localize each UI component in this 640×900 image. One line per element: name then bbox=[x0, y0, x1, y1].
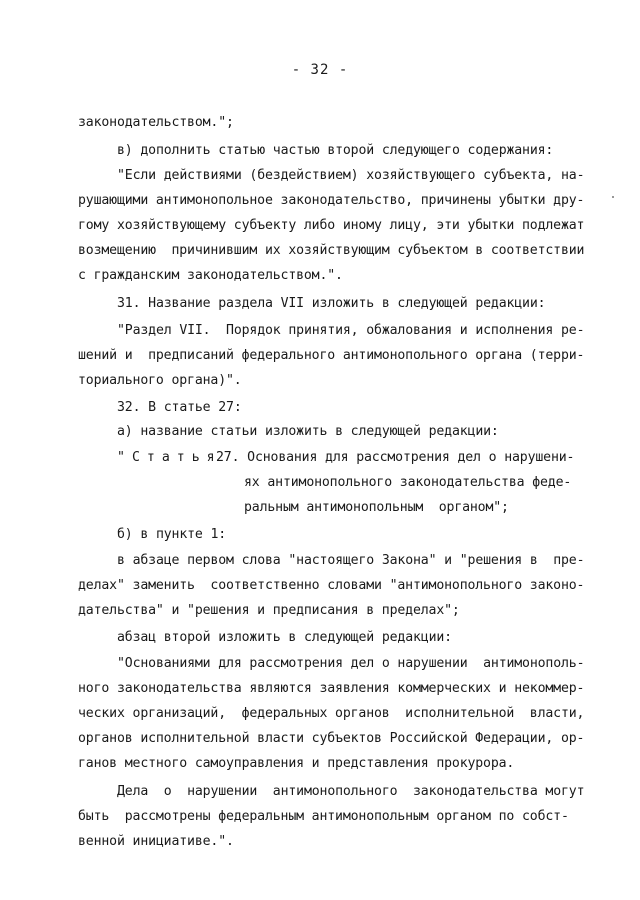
text-line: ческих организаций, федеральных органов исполнительной власти, bbox=[78, 706, 585, 721]
text-line: "Раздел VII. Порядок принятия, обжалования и исполнения ре- bbox=[117, 323, 585, 338]
text-line: ральным антимонопольным органом"; bbox=[244, 500, 509, 515]
text-line: а) название статьи изложить в следующей редакции: bbox=[117, 424, 499, 439]
text-line: "Если действиями (бездействием) хозяйствующего субъекта, на- bbox=[117, 168, 585, 183]
text-line: ганов местного самоуправления и представления прокурора. bbox=[78, 756, 515, 771]
text-line: дательства" и "решения и предписания в пределах"; bbox=[78, 603, 460, 618]
text-line: гому хозяйствующему субъекту либо иному лицу, эти убытки подлежат bbox=[78, 218, 585, 233]
page-number: - 32 - bbox=[291, 62, 349, 78]
text-line: ях антимонопольного законодательства феде- bbox=[244, 475, 572, 490]
text-line: "Основаниями для рассмотрения дел о нарушении антимонополь- bbox=[117, 656, 585, 671]
text-line: Дела о нарушении антимонопольного законодательства могут bbox=[117, 784, 585, 799]
text-line: абзац второй изложить в следующей редакции: bbox=[117, 630, 452, 645]
text-line: 31. Название раздела VII изложить в следующей редакции: bbox=[117, 296, 546, 311]
text-line: шений и предписаний федерального антимонопольного органа (терри- bbox=[78, 348, 585, 363]
article-prefix: "Статья bbox=[117, 450, 222, 465]
text-line: в) дополнить статью частью второй следующего содержания: bbox=[117, 143, 554, 158]
scan-speck bbox=[612, 196, 614, 198]
text-line: в абзаце первом слова "настоящего Закона" и "решения в пре- bbox=[117, 553, 585, 568]
text-line: законодательством."; bbox=[78, 115, 234, 130]
text-line: с гражданским законодательством.". bbox=[78, 268, 343, 283]
text-line: органов исполнительной власти субъектов Российской Федерации, ор- bbox=[78, 731, 585, 746]
text-line: 27. Основания для рассмотрения дел о нарушени- bbox=[216, 450, 575, 465]
text-line: рушающими антимонопольное законодательство, причинены убытки дру- bbox=[78, 193, 585, 208]
text-line: венной инициативе.". bbox=[78, 834, 234, 849]
text-line: 32. В статье 27: bbox=[117, 400, 242, 415]
text-line: быть рассмотрены федеральным антимонопольным органом по собст- bbox=[78, 809, 569, 824]
text-line: возмещению причинившим их хозяйствующим субъектом в соответствии bbox=[78, 243, 585, 258]
text-line: б) в пункте 1: bbox=[117, 527, 227, 542]
text-line: ториального органа)". bbox=[78, 373, 242, 388]
text-line: ного законодательства являются заявления коммерческих и некоммер- bbox=[78, 681, 585, 696]
text-line: делах" заменить соответственно словами "антимонопольного законо- bbox=[78, 578, 585, 593]
